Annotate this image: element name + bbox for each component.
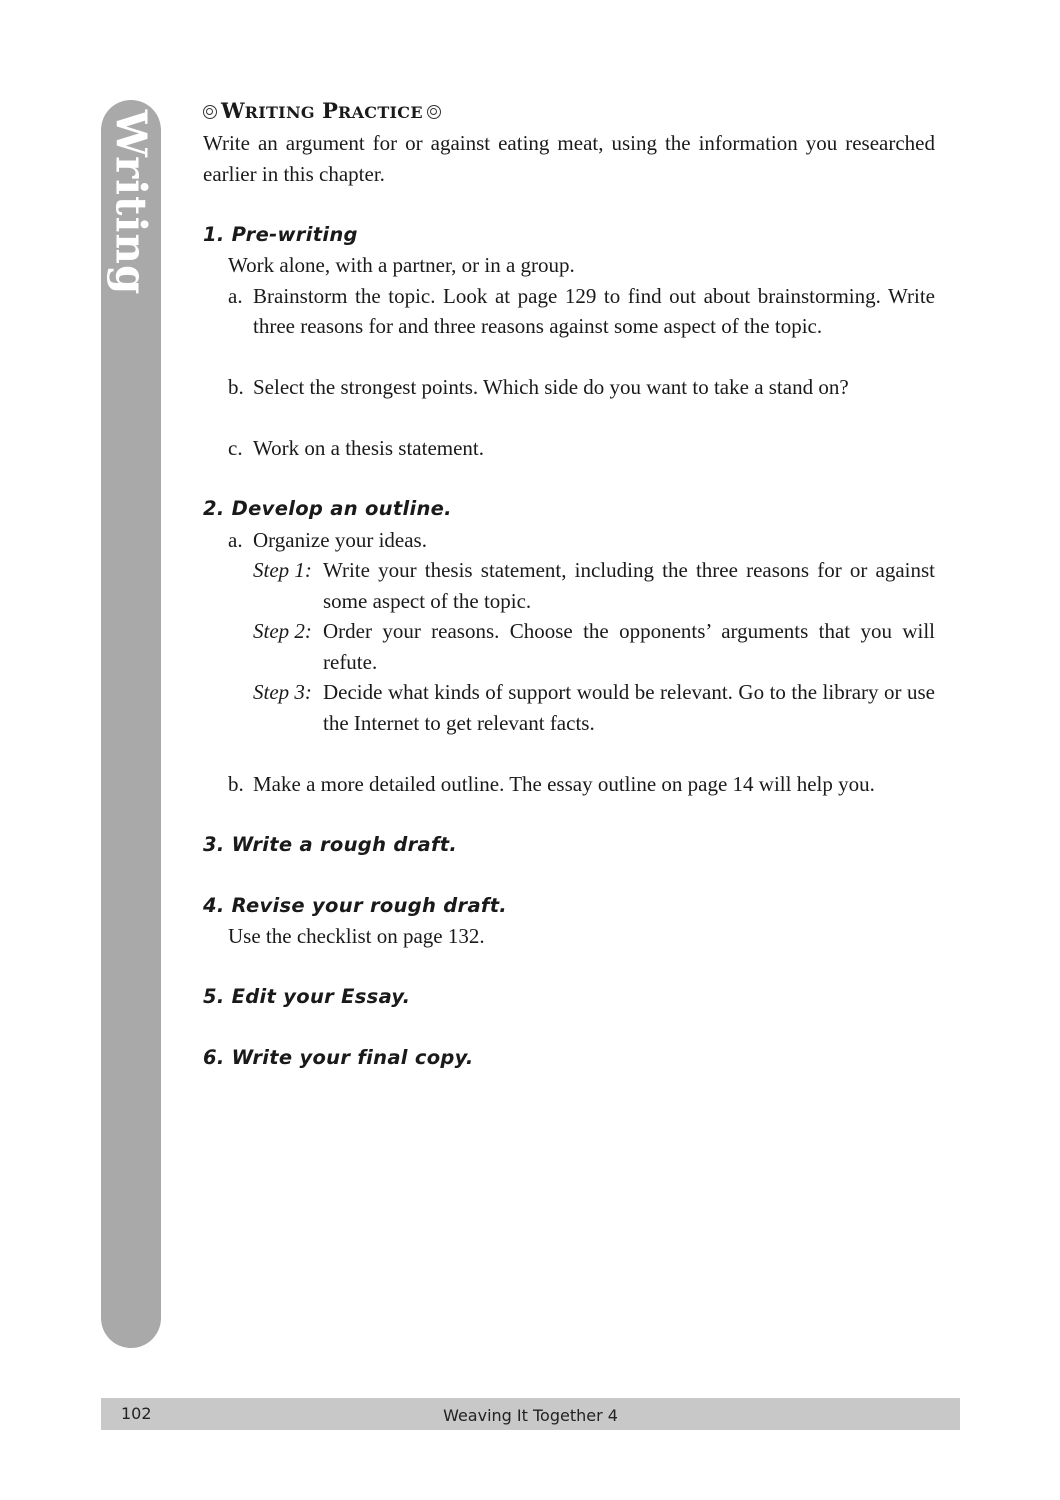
step-heading-revise: 4. Revise your rough draft. (203, 893, 508, 917)
list-item: c. Work on a thesis statement. (228, 436, 485, 460)
page-content (203, 96, 935, 1074)
sub-step: Step 3: Decide what kinds of support would be relevant. Go to the library or use the Internet to get relevant facts. (253, 680, 935, 735)
sub-step: Step 2: Order your reasons. Choose the opponents’ arguments that you will refute. (253, 619, 935, 674)
step-heading-edit: 5. Edit your Essay. (203, 985, 411, 1008)
intro-paragraph: Write an argument for or against eating meat, using the information you researched earlier in this chapter. (203, 131, 935, 186)
section-title (203, 96, 935, 128)
sub-step: Step 1: Write your thesis statement, including the three reasons for or against some aspect of the topic. (253, 558, 935, 613)
page-number: 102 (121, 1404, 152, 1423)
list-item: b. Make a more detailed outline. The essay outline on page 14 will help you. (228, 771, 875, 796)
step-heading-prewriting: 1. Pre-writing (203, 222, 358, 246)
side-tab-text: Writing (106, 109, 156, 295)
list-item: b. Select the strongest points. Which side do you want to take a stand on? (228, 375, 849, 399)
step-heading-outline: 2. Develop an outline. (203, 497, 452, 520)
double-circle-icon (203, 105, 217, 119)
double-circle-icon (427, 105, 441, 119)
side-tab-label (100, 109, 162, 295)
step-heading-final-copy: 6. Write your final copy. (203, 1046, 474, 1069)
page-footer (101, 1398, 960, 1430)
step-heading-rough-draft: 3. Write a rough draft. (203, 832, 458, 856)
prewriting-text: Work alone, with a partner, or in a group. (228, 253, 575, 277)
revise-text: Use the checklist on page 132. (228, 924, 485, 948)
book-title: Weaving It Together 4 (443, 1406, 618, 1425)
section-title-text: WRITING PRACTICE (221, 98, 423, 123)
list-item: a. Organize your ideas. (228, 527, 427, 552)
list-item: a. Brainstorm the topic. Look at page 129 to find out about brainstorming. Write three reasons for and three reasons against some aspect of the topic. (228, 283, 935, 338)
